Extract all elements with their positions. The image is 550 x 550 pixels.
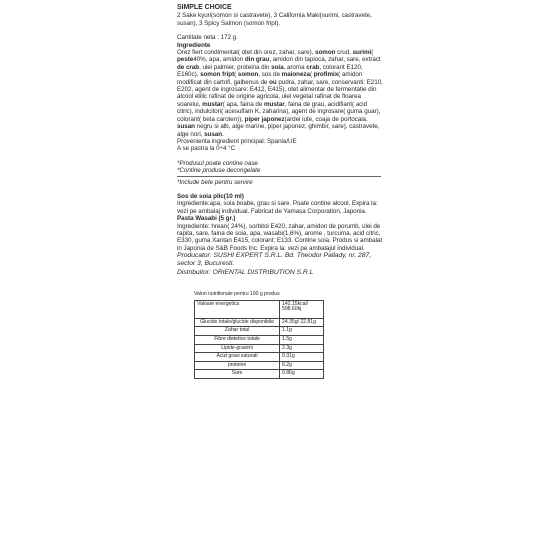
table-row: [195, 327, 324, 336]
nutrient-label: Sare: [195, 370, 280, 379]
note-chopsticks: *Include bete pentru servire: [177, 178, 253, 186]
allergen-text: mustar: [202, 100, 223, 108]
nutrition-title: Valori nutritionale pentru 100 g produs: [194, 290, 280, 297]
allergen-text: soia: [271, 63, 284, 71]
nutrient-label: Glucide totale/glucide disponibile: [195, 318, 280, 327]
ingredients-text: [177, 49, 383, 138]
wasabi-heading: Pasta Wasabi (5 gr.): [177, 215, 236, 223]
nutrient-label: Fibre dietetice totale: [195, 335, 280, 344]
nutrient-value: 24.35g/ 22.81g: [280, 318, 324, 327]
product-description: 2 Sake kyuri(somon si castravete), 3 California Maki(surimi, castravete, susan), 3 Spicy Salmon (somon fript).: [177, 12, 372, 27]
ingredient-text: (: [309, 71, 314, 79]
nutrient-label: Acizi grasi saturati: [195, 353, 280, 362]
soy-text: Ingrediente:apa, soia boabe, grau si sare. Poate contine alcool. Expira la: vezi pe ambalaj individual. Fabricat de Yamasa Corporation, Japonia.: [177, 200, 378, 215]
allergen-text: ou: [269, 78, 277, 86]
allergen-text: profimix: [313, 71, 339, 79]
allergen-text: peste: [177, 56, 194, 64]
ingredient-text: .: [222, 130, 224, 138]
ingredient-text: , faina de grau, acidifiant( acid citric), indulcitori( acesulfam K, zaharina), agent de ingrosare( guma guar), colorant( beta caroten)),: [177, 100, 381, 123]
ingredient-text: negru si alb, alge marine, piper japonez, ghimbir, sare), castravete, alge nori,: [177, 123, 380, 138]
nutrient-value: 6.2g: [280, 361, 324, 370]
allergen-text: susan: [204, 130, 223, 138]
ingredients-heading: Ingrediente: [177, 41, 211, 49]
distributor-text: Distribuitor: ORIENTAL DISTRIBUTION S.R.L: [177, 268, 314, 276]
nutrition-table: [194, 300, 324, 379]
nutrient-label: Lipide-grasimi: [195, 344, 280, 353]
nutrient-value: 0.86g: [280, 370, 324, 379]
table-row: [195, 344, 324, 353]
ingredient-text: 40%, apa, amidon: [193, 56, 245, 64]
storage-text: A se pastra la 0÷4 °C: [177, 145, 236, 153]
allergen-text: somon fript: [200, 71, 235, 79]
table-row: [195, 353, 324, 362]
allergen-text: din grau: [244, 56, 270, 64]
ingredient-text: , colorant E120, E160c),: [177, 63, 363, 79]
ingredient-text: , sos de: [258, 71, 282, 79]
ingredient-text: (: [234, 71, 238, 79]
ingredient-text: , ulei palmier, proteina din: [199, 63, 272, 71]
nutrient-value: 1.1g: [280, 327, 324, 336]
soy-heading: Sos de soia plic(10 ml): [177, 192, 244, 200]
wasabi-text: Ingrediente: hrean( 24%), sorbitol E420, zahar, amidon de porumb, ulei de rapita, sare, faina de soia, apa, wasabi(1,6%), arome , turcuma, acid citric, E330, guma Xantan E415, colorant: E133. Contine soia. Produs si ambalat in Japonia de S&B Foods Inc. Expira la: vezi pe ambalajul individual.: [177, 222, 383, 252]
ingredient-text: (ardei iute, coaja de portocala,: [284, 115, 368, 123]
note-thawed: *Contine produse decongelate: [177, 167, 261, 175]
allergen-text: maioneza: [281, 71, 310, 79]
origin-text: Provenienta ingredient principal: Spania/UE: [177, 137, 297, 145]
ingredient-text: Orez fiert condimentat( otet din orez, zahar, sare),: [177, 49, 316, 57]
table-row: [195, 300, 324, 318]
ingredient-text: crud,: [335, 49, 353, 57]
ingredient-text: , aroma: [283, 63, 307, 71]
table-row: [195, 335, 324, 344]
table-row: [195, 370, 324, 379]
nutrient-value: 2.3g: [280, 344, 324, 353]
nutrient-value: 142.15kcal/ 598.60kj: [280, 300, 324, 318]
nutrient-value: 0.31g: [280, 353, 324, 362]
ingredient-text: , amidon din tapioca, zahar, sare, extract: [269, 56, 381, 64]
producer-text: Producator: SUSHI EXPERT S.R.L. Bd. Theodor Pallady, nr. 287, sector 3, Bucuresti.: [177, 252, 372, 268]
allergen-text: piper japonez: [244, 115, 285, 123]
nutrient-label: Zahar total: [195, 327, 280, 336]
allergen-text: somon: [315, 49, 336, 57]
nutrient-label: proteine: [195, 361, 280, 370]
allergen-text: mustar: [263, 100, 285, 108]
table-row: [195, 318, 324, 327]
allergen-text: surimi: [352, 49, 372, 57]
allergen-text: de crab: [177, 63, 200, 71]
ingredient-text: (: [371, 49, 374, 57]
nutrient-value: 1.5g: [280, 335, 324, 344]
ingredient-text: pudra, zahar, sare, conservanti: E210, E202, agent de ingrosare: E412, E415), otet alimentar de fermentatie din alcool etilic rafinat de origine agricola, ulei vegetal rafinat de floarea soarelui,: [177, 78, 383, 108]
product-title: SIMPLE CHOICE: [177, 4, 232, 11]
allergen-text: somon: [237, 71, 259, 79]
ingredient-text: ( apa, faina de: [222, 100, 264, 108]
ingredient-text: ( amidon modificat din cartofi, galbenus de: [177, 71, 363, 86]
allergen-text: susan: [177, 123, 195, 131]
net-quantity: Cantitate neta : 172 g: [177, 34, 237, 42]
product-label: [177, 4, 383, 379]
nutrient-label: Valoare energetica: [195, 300, 280, 318]
note-bones: *Produsul poate contine oase: [177, 159, 258, 167]
divider: [177, 176, 381, 177]
table-row: [195, 361, 324, 370]
allergen-text: crab: [306, 63, 320, 71]
